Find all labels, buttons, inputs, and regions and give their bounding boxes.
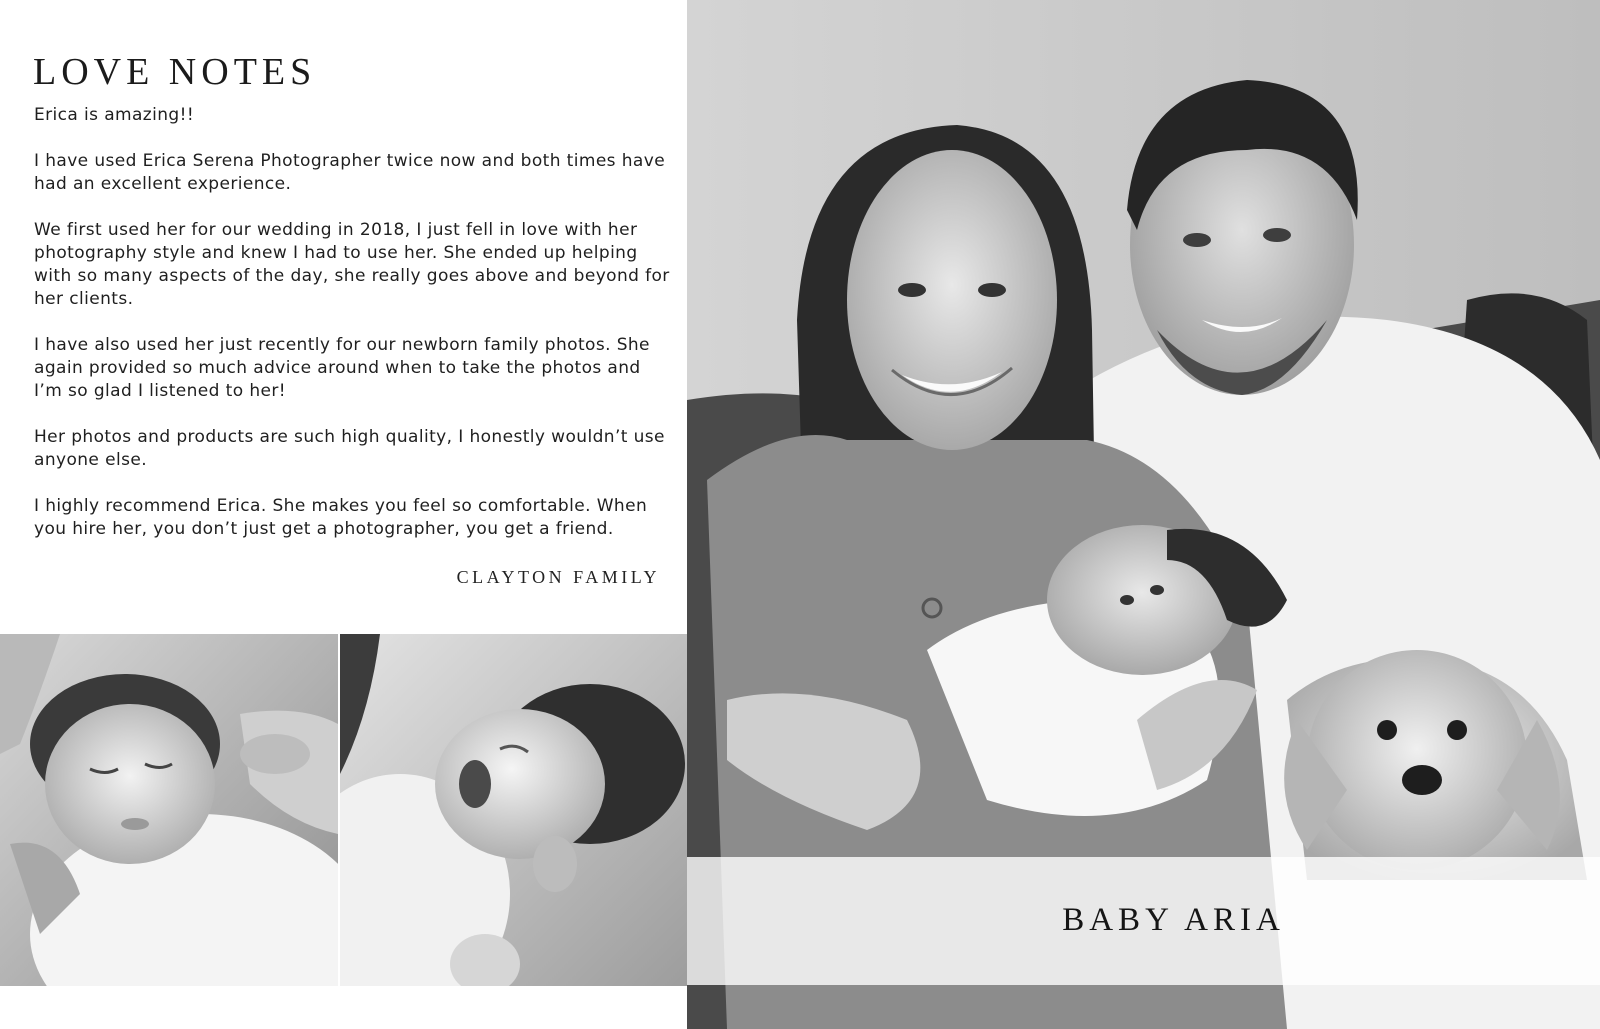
testimonial-body (34, 104, 674, 564)
testimonial-paragraph: I have also used her just recently for our newborn family photos. She again provided so much advice around when to take the photos and I’m so glad I listened to her! (34, 335, 650, 401)
testimonial-paragraph: Erica is amazing!! (34, 105, 195, 125)
newborn-yawning-photo (340, 634, 687, 986)
photo-caption: BABY ARIA (1062, 902, 1285, 938)
testimonial-paragraph: I highly recommend Erica. She makes you feel so comfortable. When you hire her, you don’t just get a photographer, you get a friend. (34, 496, 648, 539)
testimonial-paragraph: I have used Erica Serena Photographer twice now and both times have had an excellent experience. (34, 151, 666, 194)
newborn-sleeping-photo (0, 634, 338, 986)
testimonial-paragraph: We first used her for our wedding in 2018, I just fell in love with her photography style and knew I had to use her. She ended up helping with so many aspects of the day, she really goes above and beyond for her clients. (34, 220, 670, 309)
caption-band (687, 857, 1600, 985)
page-title: LOVE NOTES (33, 51, 317, 93)
testimonial-signature: CLAYTON FAMILY (456, 567, 660, 587)
testimonial-paragraph: Her photos and products are such high quality, I honestly wouldn’t use anyone else. (34, 427, 665, 470)
